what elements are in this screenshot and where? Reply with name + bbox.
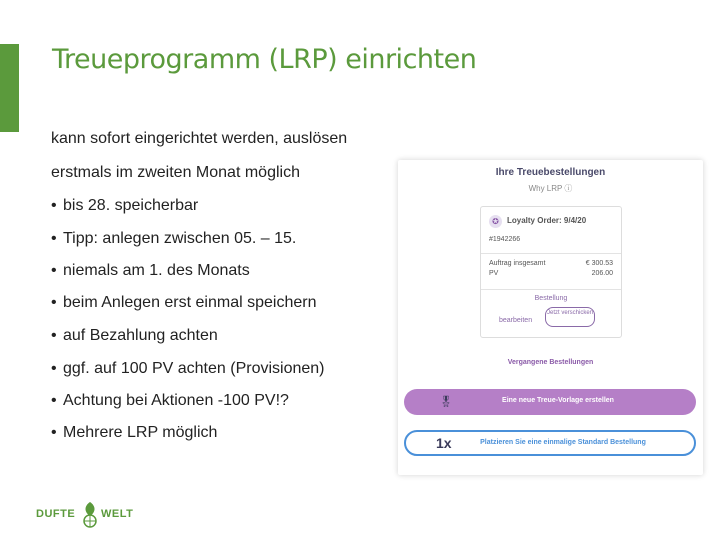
body-line: kann sofort eingerichtet werden, auslösen (51, 130, 348, 147)
order-heading: Loyalty Order: 9/4/20 (507, 216, 587, 225)
bullet-item (51, 424, 217, 442)
past-orders-link[interactable]: Vergangene Bestellungen (507, 359, 594, 366)
screenshot-title: Ihre Treuebestellungen (495, 167, 606, 178)
bullet-text: auf Bezahlung achten (63, 327, 218, 344)
divider (481, 289, 621, 290)
order-link[interactable]: Bestellung (534, 295, 568, 302)
bullet-icon: • (51, 262, 57, 279)
one-time-icon: 1x (436, 435, 452, 451)
bullet-icon: • (51, 197, 57, 214)
bullet-text: Tipp: anlegen zwischen 05. – 15. (63, 230, 297, 247)
slide-title: Treueprogramm (LRP) einrichten (52, 44, 477, 75)
bullet-text: Mehrere LRP möglich (63, 424, 218, 441)
bullet-item (51, 327, 218, 345)
edit-order-link[interactable]: bearbeiten (499, 317, 533, 324)
logo-text-right: WELT (101, 508, 134, 520)
bullet-text: beim Anlegen erst einmal speichern (63, 294, 317, 311)
why-lrp-link[interactable]: Why LRP ⓘ (528, 184, 573, 193)
bullet-item (51, 392, 289, 410)
ribbon-icon: 🎖 (439, 396, 453, 408)
bullet-text: niemals am 1. des Monats (63, 262, 250, 279)
bullet-text: ggf. auf 100 PV achten (Provisionen) (63, 360, 325, 377)
order-total-label: Auftrag insgesamt (489, 260, 546, 267)
bullet-item (51, 230, 296, 248)
order-number: #1942266 (489, 236, 521, 243)
badge-icon: ✪ (489, 215, 502, 228)
create-template-label: Eine neue Treue-Vorlage erstellen (502, 397, 614, 404)
create-loyalty-template-button[interactable] (404, 389, 696, 415)
bullet-icon: • (51, 360, 57, 377)
bullet-item (51, 197, 198, 215)
bullet-item (51, 360, 325, 378)
bullet-icon: • (51, 327, 57, 344)
bullet-text: bis 28. speicherbar (63, 197, 199, 214)
order-total-value: € 300.53 (585, 260, 613, 267)
accent-bar (0, 44, 19, 132)
bullet-icon: • (51, 392, 57, 409)
loyalty-orders-screenshot (398, 160, 703, 475)
bullet-item (51, 294, 316, 312)
divider (481, 253, 621, 254)
order-pv-value: 206.00 (591, 270, 613, 277)
one-time-order-label: Platzieren Sie eine einmalige Standard Bestellung (480, 439, 646, 446)
leaf-globe-icon (80, 500, 100, 528)
one-time-order-button[interactable] (404, 430, 696, 456)
bullet-icon: • (51, 424, 57, 441)
ship-now-button[interactable]: Jetzt verschicken (545, 307, 595, 327)
loyalty-order-card (480, 206, 622, 338)
body-line: erstmals im zweiten Monat möglich (51, 164, 300, 181)
logo-text-left: DUFTE (36, 508, 76, 520)
bullet-icon: • (51, 230, 57, 247)
bullet-icon: • (51, 294, 57, 311)
bullet-item (51, 262, 250, 280)
bullet-text: Achtung bei Aktionen -100 PV!? (63, 392, 289, 409)
order-pv-label: PV (489, 270, 499, 277)
